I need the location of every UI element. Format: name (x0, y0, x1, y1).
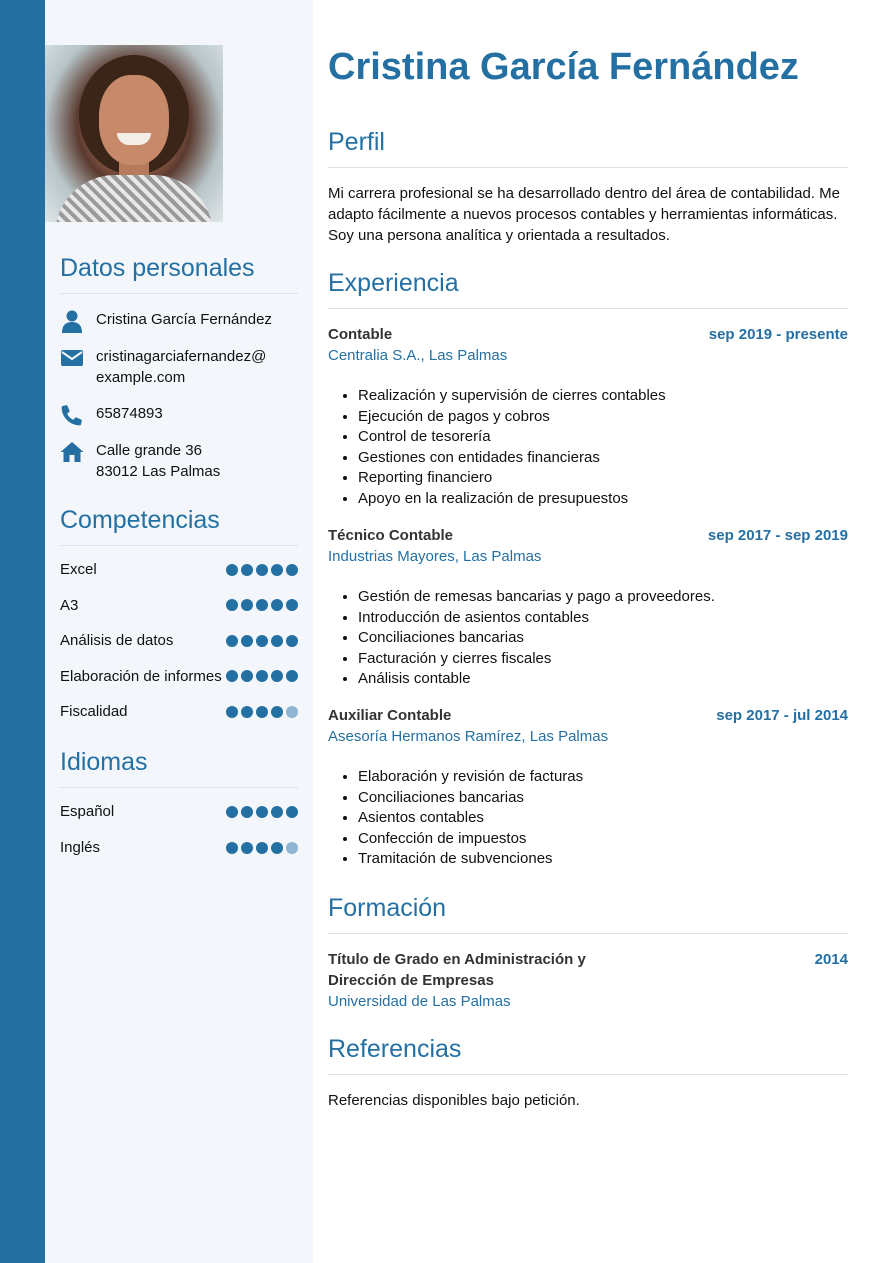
candidate-name: Cristina García Fernández (328, 46, 799, 88)
level-dot (286, 635, 298, 647)
job-tasks (328, 386, 848, 510)
list-item: • Confección de impuestos (358, 829, 848, 850)
list-item: • Conciliaciones bancarias (358, 628, 848, 649)
skill-label: Análisis de datos (60, 632, 174, 650)
references-heading: Referencias (328, 1035, 848, 1075)
experience-heading: Experiencia (328, 269, 848, 309)
level-dot (241, 806, 253, 818)
list-item: • Tramitación de subvenciones (358, 849, 848, 870)
job-title: Técnico Contable (328, 527, 454, 544)
level-dot (256, 635, 268, 647)
email-line-1: cristinagarciafernandez@ (96, 348, 267, 365)
skill-row (60, 632, 298, 649)
list-item: • Conciliaciones bancarias (358, 788, 848, 809)
contact-address (60, 440, 298, 482)
contact-email (60, 346, 298, 388)
level-dot (241, 706, 253, 718)
profile-photo (45, 45, 223, 222)
address-line-2: 83012 Las Palmas (96, 463, 221, 480)
job-dates: sep 2017 - jul 2014 (716, 707, 848, 724)
contact-phone (60, 403, 298, 427)
language-label: Español (60, 803, 115, 820)
address-line-1: Calle grande 36 (96, 442, 202, 459)
language-row (60, 839, 298, 856)
level-dot (256, 670, 268, 682)
list-item: • Facturación y cierres fiscales (358, 649, 848, 670)
skill-level (226, 635, 298, 647)
level-dot (271, 842, 283, 854)
level-dot (286, 564, 298, 576)
degree-title (328, 949, 586, 991)
list-item: • Control de tesorería (358, 427, 848, 448)
job-title: Auxiliar Contable (328, 707, 452, 724)
list-item: • Apoyo en la realización de presupuestos (358, 489, 848, 510)
list-item: • Realización y supervisión de cierres contables (358, 386, 848, 407)
job-company: Industrias Mayores, Las Palmas (328, 548, 542, 565)
level-dot (271, 599, 283, 611)
job-entry (328, 525, 848, 690)
level-dot (271, 706, 283, 718)
list-item: • Gestiones con entidades financieras (358, 448, 848, 469)
contact-name (60, 309, 298, 333)
degree-line-2: Dirección de Empresas (328, 972, 494, 989)
list-item: • Análisis contable (358, 669, 848, 690)
contact-name-text: Cristina García Fernández (96, 311, 272, 328)
skills-heading: Competencias (60, 506, 298, 546)
skill-row (60, 561, 298, 578)
level-dot (286, 842, 298, 854)
list-item: • Elaboración y revisión de facturas (358, 767, 848, 788)
skill-label: Excel (60, 561, 97, 578)
level-dot (271, 635, 283, 647)
level-dot (256, 806, 268, 818)
job-entry (328, 324, 848, 510)
education-entry (328, 949, 848, 1012)
language-level (226, 842, 298, 854)
degree-line-1: Título de Grado en Administración y (328, 951, 586, 968)
level-dot (241, 635, 253, 647)
phone-icon (60, 403, 84, 427)
level-dot (256, 599, 268, 611)
level-dot (271, 564, 283, 576)
skill-row (60, 597, 298, 614)
skill-row (60, 703, 298, 720)
phone-text: 65874893 (96, 405, 163, 422)
skill-level (226, 706, 298, 718)
language-label: Inglés (60, 839, 101, 856)
skill-level (226, 670, 298, 682)
level-dot (241, 564, 253, 576)
education-year: 2014 (814, 951, 848, 968)
education-heading: Formación (328, 894, 848, 934)
level-dot (226, 806, 238, 818)
level-dot (226, 564, 238, 576)
level-dot (226, 706, 238, 718)
home-icon (60, 440, 84, 464)
level-dot (226, 842, 238, 854)
email-text[interactable] (96, 346, 266, 388)
level-dot (256, 564, 268, 576)
level-dot (241, 599, 253, 611)
profile-text: Mi carrera profesional se ha desarrollado dentro del área de contabilidad. Me adapto fácilmente a nuevos procesos contables y herramientas informáticas. Soy una persona analítica y orientada a resultados. (328, 185, 840, 244)
job-entry (328, 705, 848, 870)
job-tasks (328, 587, 848, 690)
level-dot (241, 842, 253, 854)
list-item: • Gestión de remesas bancarias y pago a proveedores. (358, 587, 848, 608)
envelope-icon (60, 346, 84, 370)
job-company: Asesoría Hermanos Ramírez, Las Palmas (328, 728, 609, 745)
level-dot (226, 635, 238, 647)
level-dot (256, 706, 268, 718)
skill-level (226, 599, 298, 611)
email-line-2: example.com (96, 369, 186, 386)
level-dot (226, 599, 238, 611)
accent-stripe (0, 0, 45, 1263)
job-company: Centralia S.A., Las Palmas (328, 347, 508, 364)
skill-label: Elaboración de informes (60, 667, 222, 685)
list-item: • Asientos contables (358, 808, 848, 829)
job-dates: sep 2019 - presente (708, 326, 848, 343)
references-text: Referencias disponibles bajo petición. (328, 1092, 580, 1109)
list-item: • Introducción de asientos contables (358, 608, 848, 629)
list-item: • Reporting financiero (358, 468, 848, 489)
level-dot (271, 670, 283, 682)
job-title: Contable (328, 326, 393, 343)
language-row (60, 803, 298, 820)
language-level (226, 806, 298, 818)
job-dates: sep 2017 - sep 2019 (707, 527, 848, 544)
level-dot (286, 670, 298, 682)
personal-data-heading: Datos personales (60, 254, 298, 294)
job-tasks (328, 767, 848, 870)
skill-label: Fiscalidad (60, 703, 128, 721)
level-dot (271, 806, 283, 818)
level-dot (286, 806, 298, 818)
level-dot (286, 706, 298, 718)
level-dot (256, 842, 268, 854)
level-dot (226, 670, 238, 682)
address-text (96, 440, 220, 482)
level-dot (241, 670, 253, 682)
skill-row (60, 668, 298, 685)
education-institution: Universidad de Las Palmas (328, 993, 511, 1010)
skill-level (226, 564, 298, 576)
languages-heading: Idiomas (60, 748, 298, 788)
level-dot (286, 599, 298, 611)
profile-heading: Perfil (328, 128, 848, 168)
user-icon (60, 309, 84, 333)
skill-label: A3 (60, 596, 79, 614)
list-item: • Ejecución de pagos y cobros (358, 407, 848, 428)
